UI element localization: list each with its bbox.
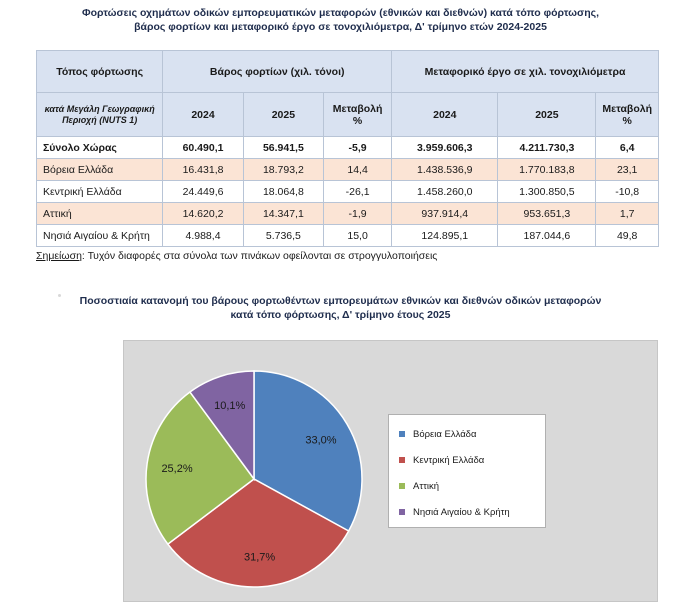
header-place: Τόπος φόρτωσης (37, 51, 163, 93)
weight-2025-cell: 56.941,5 (243, 137, 323, 159)
weight-2025-cell: 18.064,8 (243, 181, 323, 203)
weight-2024-cell: 4.988,4 (163, 225, 243, 247)
legend-label: Βόρεια Ελλάδα (413, 429, 477, 440)
work-2024-cell: 937.914,4 (392, 203, 498, 225)
weight-2024-cell: 16.431,8 (163, 159, 243, 181)
weight-2024-cell: 60.490,1 (163, 137, 243, 159)
header-work-change-line2: % (622, 114, 632, 127)
header-region-line2: Περιοχή (NUTS 1) (62, 114, 138, 125)
slice-data-label: 31,7% (244, 551, 276, 564)
region-cell: Αττική (37, 203, 163, 225)
region-cell: Σύνολο Χώρας (37, 137, 163, 159)
work-2025-cell: 4.211.730,3 (498, 137, 596, 159)
work-2025-cell: 187.044,6 (498, 225, 596, 247)
region-cell: Νησιά Αιγαίου & Κρήτη (37, 225, 163, 247)
header-region-line1: κατά Μεγάλη Γεωγραφική (44, 103, 155, 114)
weight-2024-cell: 14.620,2 (163, 203, 243, 225)
chart-legend (388, 414, 546, 528)
region-cell: Κεντρική Ελλάδα (37, 181, 163, 203)
header-work-2024: 2024 (392, 93, 498, 137)
chart-title-line2: κατά τόπο φόρτωσης, Δ' τρίμηνο έτους 2025 (230, 309, 451, 321)
legend-swatch (399, 509, 405, 515)
note-label: Σημείωση (36, 250, 82, 262)
work-2024-cell: 1.458.260,0 (392, 181, 498, 203)
work-2024-cell: 1.438.536,9 (392, 159, 498, 181)
weight-change-cell: -1,9 (324, 203, 392, 225)
work-change-cell: 1,7 (596, 203, 659, 225)
slice-data-label: 33,0% (305, 434, 337, 447)
header-weight-change-line2: % (352, 114, 363, 127)
chart-title-line1: Ποσοστιαία κατανομή του βάρους φορτωθέντων εμπορευμάτων εθνικών και διεθνών οδικών μεταφορών (79, 295, 602, 307)
weight-2025-cell: 14.347,1 (243, 203, 323, 225)
legend-item (399, 481, 439, 492)
work-change-cell: -10,8 (596, 181, 659, 203)
work-2024-cell: 124.895,1 (392, 225, 498, 247)
work-2025-cell: 953.651,3 (498, 203, 596, 225)
header-weight-2025: 2025 (243, 93, 323, 137)
work-2024-cell: 3.959.606,3 (392, 137, 498, 159)
work-change-cell: 6,4 (596, 137, 659, 159)
region-cell: Βόρεια Ελλάδα (37, 159, 163, 181)
work-2025-cell: 1.300.850,5 (498, 181, 596, 203)
legend-item (399, 507, 510, 518)
legend-label: Κεντρική Ελλάδα (413, 455, 485, 466)
weight-change-cell: 14,4 (324, 159, 392, 181)
work-change-cell: 23,1 (596, 159, 659, 181)
header-work-2025: 2025 (498, 93, 596, 137)
weight-change-cell: -26,1 (324, 181, 392, 203)
note-text: : Τυχόν διαφορές στα σύνολα των πινάκων οφείλονται σε στρογγυλοποιήσεις (81, 250, 438, 262)
header-work: Μεταφορικό έργο σε χιλ. τονοχιλιόμετρα (392, 51, 659, 93)
table-title-line1: Φορτώσεις οχημάτων οδικών εμπορευματικών μεταφορών (εθνικών και διεθνών) κατά τόπο φόρτωσης, (82, 7, 599, 19)
weight-change-cell: 15,0 (324, 225, 392, 247)
work-2025-cell: 1.770.183,8 (498, 159, 596, 181)
weight-2025-cell: 5.736,5 (243, 225, 323, 247)
legend-label: Αττική (413, 481, 439, 492)
legend-label: Νησιά Αιγαίου & Κρήτη (413, 507, 510, 518)
legend-item (399, 429, 476, 440)
weight-2025-cell: 18.793,2 (243, 159, 323, 181)
work-change-cell: 49,8 (596, 225, 659, 247)
legend-swatch (399, 483, 405, 489)
header-weight-2024: 2024 (163, 93, 243, 137)
header-work-change-line1: Μεταβολή (602, 102, 652, 115)
slice-data-label: 10,1% (214, 400, 246, 413)
header-weight-change-line1: Μεταβολή (332, 102, 383, 115)
header-weight: Βάρος φορτίων (χιλ. τόνοι) (163, 51, 392, 93)
slice-data-label: 25,2% (161, 462, 193, 475)
weight-change-cell: -5,9 (324, 137, 392, 159)
weight-2024-cell: 24.449,6 (163, 181, 243, 203)
legend-swatch (399, 457, 405, 463)
table-title-line2: βάρος φορτίων και μεταφορικό έργο σε τονοχιλιόμετρα, Δ' τρίμηνο ετών 2024-2025 (134, 21, 547, 33)
legend-item (399, 455, 484, 466)
legend-swatch (399, 431, 405, 437)
